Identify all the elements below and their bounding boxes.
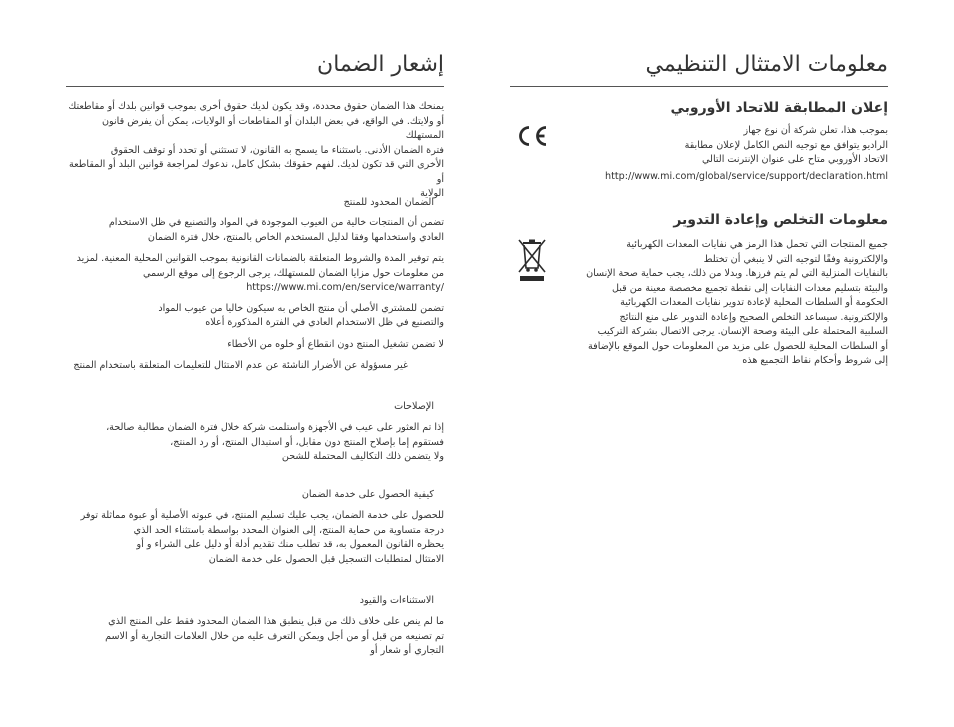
limited-p1-line: تضمن أن المنتجات خالية من العيوب الموجودة في المواد والتصنيع في ظل الاستخدام [108,217,444,228]
repairs-heading: الإصلاحات [394,401,434,412]
weee-line: والبيئة بتسليم معدات النفايات إلى نقطة تجميع مخصصة معينة من قبل [611,282,888,294]
warranty-intro [66,100,444,202]
eu-heading: إعلان المطابقة للاتحاد الأوروبي [670,100,888,116]
crossed-bin-icon [510,238,554,284]
ce-mark-icon [510,124,554,148]
weee-line: إلى شروط وأحكام نقاط التجميع هذه [742,355,888,366]
weee-heading: معلومات التخلص وإعادة التدوير [673,212,888,228]
intro-line: يمنحك هذا الضمان حقوق محددة، وقد يكون لديك حقوق أخرى بموجب قوانين بلدك أو مقاطعتك [68,101,444,112]
service-heading: كيفية الحصول على خدمة الضمان [301,489,434,500]
service-line: للحصول على خدمة الضمان، يجب عليك تسليم المنتج، في عبوته الأصلية أو عبوة مماثلة توفر [80,510,444,521]
weee-line: جميع المنتجات التي تحمل هذا الرمز هي نفايات المعدات الكهربائية [626,239,888,250]
weee-line: أو السلطات المحلية للحصول على مزيد من المعلومات حول الموقع بالإضافة [588,340,888,352]
repairs-line: إذا تم العثور على عيب في الأجهزة واستلمت شركة خلال فترة الضمان مطالبة صالحة، [106,422,444,433]
service-line: يحظره القانون المعمول به، قد تطلب منك تقديم أدلة أو دليل على الشراء و أو [136,539,444,550]
limited-p2-line: من معلومات حول مزايا الضمان للمستهلك، يرجى الرجوع إلى موقع الرسمي [143,267,444,279]
exclusions-heading: الاستثناءات والقيود [359,595,434,606]
limited-p3-line: والتصنيع في ظل الاستخدام العادي في الفترة المذكورة أعلاه [205,317,444,328]
weee-line: بالنفايات المنزلية التي لم يتم فرزها. وبدلا من ذلك، يجب حماية صحة الإنسان [586,268,888,279]
exclusions-line: التجاري أو شعار أو [370,645,444,656]
limited-heading: الضمان المحدود للمنتج [343,197,434,208]
weee-line: الحكومة أو السلطات المحلية لإعادة تدوير نفايات المعدات الكهربائية [620,297,888,308]
weee-line: والإلكترونية وفقًا لتوجيه التي لا ينبغي أن تختلط [703,253,888,265]
repairs-line: ولا يتضمن ذلك التكاليف المحتملة للشحن [281,451,444,462]
intro-line: الولاية [420,188,444,199]
warranty-section [66,48,444,656]
limited-p4: لا تضمن تشغيل المنتج دون انقطاع أو خلوه من الأخطاء [227,338,444,350]
intro-line: الأخرى التي قد تكون لديك. لفهم حقوقك بشكل كامل، ندعوك لمراجعة قوانين البلد أو المقاطعة أو [69,159,444,185]
regulatory-section [510,48,888,366]
limited-p1-line: العادي واستخدامها وفقا لدليل المستخدم الخاص بالمنتج، خلال فترة الضمان [147,231,444,243]
eu-declaration-url: http://www.mi.com/global/service/support/declaration.html [605,170,888,182]
repairs-section [66,400,444,465]
eu-line: الاتحاد الأوروبي متاح على عنوان الإنترنت التالي [702,154,888,165]
service-line: الامتثال لمتطلبات التسجيل قبل الحصول على خدمة الضمان [208,553,444,565]
exclusions-line: ما لم ينص على خلاف ذلك من قبل ينطبق هذا الضمان المحدود فقط على المنتج الذي [108,616,444,627]
service-section [66,488,444,567]
repairs-line: فستقوم إما بإصلاح المنتج دون مقابل، أو استبدال المنتج، أو رد المنتج، [170,436,444,448]
intro-line: فترة الضمان الأدنى. باستثناء ما يسمح به القانون، لا تستثني أو تحدد أو توقف الحقوق [110,144,444,156]
eu-line: الراديو يتوافق مع توجيه النص الكامل لإعلان مطابقة [684,139,888,151]
weee-line: السلبية المحتملة على البيئة وصحة الإنسان. يرجى الاتصال بشركة التركيب [597,326,888,337]
limited-p3-line: تضمن للمشتري الأصلي أن منتج الخاص به سيكون خاليا من عيوب المواد [158,302,444,314]
service-line: درجة متساوية من حماية المنتج، إلى العنوان المحدد بواسطة باستثناء الحد الذي [133,524,444,536]
limited-p2-line: يتم توفير المدة والشروط المتعلقة بالضمانات القانونية بموجب القوانين المحلية المعنية. لمزيد [76,253,444,264]
limited-p5: غير مسؤولة عن الأضرار الناشئة عن عدم الامتثال للتعليمات المتعلقة باستخدام المنتج [73,360,408,371]
warranty-title: إشعار الضمان [66,48,444,87]
weee-section [510,210,888,369]
exclusions-line: تم تصنيعه من قبل أو من أجل ويمكن التعرف عليه من خلال العلامات التجارية أو الاسم [105,630,444,642]
weee-line: والإلكترونية. سيساعد التخلص الصحيح وإعادة التدوير على منع النتائج [619,311,888,323]
exclusions-section [66,594,444,659]
eu-declaration [510,98,888,184]
warranty-url: https://www.mi.com/en/service/warranty/ [246,282,444,293]
intro-line: أو ولايتك. في الواقع، في بعض البلدان أو المقاطعات أو الولايات، يمكن أن يفرض قانون المستهلك [101,115,444,141]
eu-line: بموجب هذا، تعلن شركة أن نوع جهاز [743,125,888,136]
limited-warranty [66,196,444,374]
regulatory-title: معلومات الامتثال التنظيمي [510,48,888,87]
